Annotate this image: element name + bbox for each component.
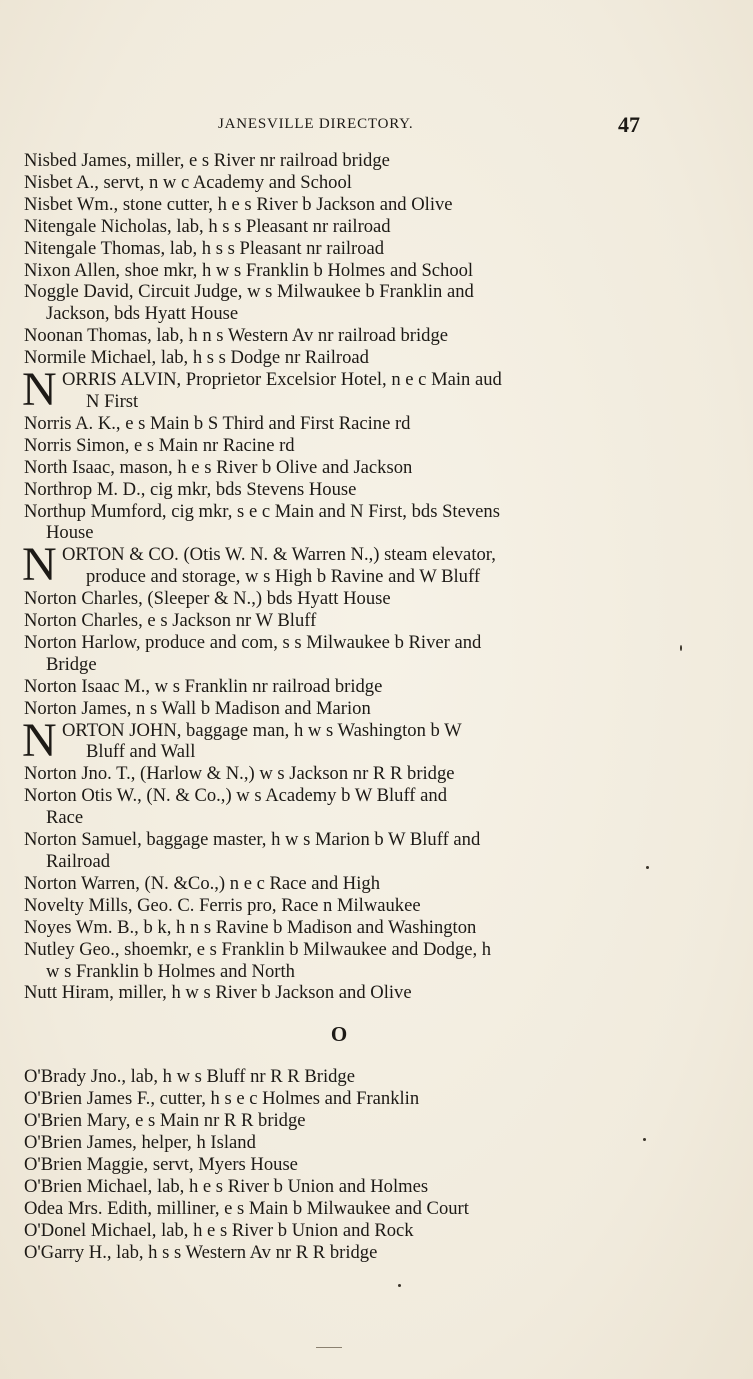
entry-first-line: Norton Warren, (N. &Co.,) n e c Race and High (24, 872, 380, 894)
drop-cap-letter: N (22, 713, 57, 767)
directory-entry (24, 501, 654, 545)
running-head: JANESVILLE DIRECTORY. (218, 116, 414, 132)
directory-entry (24, 1176, 654, 1198)
page-number: 47 (618, 112, 640, 137)
directory-entry (24, 588, 654, 610)
entry-continuation: Bridge (46, 653, 97, 675)
entry-continuation: N First (86, 390, 139, 412)
entry-first-line: Northup Mumford, cig mkr, s e c Main and N First, bds Stevens (24, 500, 500, 522)
entry-first-line: Nitengale Nicholas, lab, h s s Pleasant nr railroad (24, 215, 391, 237)
directory-entry (22, 538, 654, 592)
directory-entry (24, 457, 654, 479)
ink-speck (646, 866, 649, 869)
entry-text (64, 544, 654, 588)
entry-first-line: O'Brien James, helper, h Island (24, 1132, 256, 1154)
entry-first-line: Odea Mrs. Edith, milliner, e s Main b Milwaukee and Court (24, 1197, 469, 1219)
directory-entries (24, 150, 654, 1264)
entry-first-line: O'Brien Maggie, servt, Myers House (24, 1153, 298, 1175)
entry-first-line: O'Garry H., lab, h s s Western Av nr R R bridge (24, 1241, 378, 1263)
entry-first-line: Nixon Allen, shoe mkr, h w s Franklin b Holmes and School (24, 259, 474, 281)
entry-continuation: w s Franklin b Holmes and North (46, 960, 295, 982)
directory-entry (24, 763, 654, 785)
entry-first-line: Norton Isaac M., w s Franklin nr railroad bridge (24, 675, 383, 697)
directory-entry (24, 632, 654, 676)
directory-entry (24, 676, 654, 698)
entry-first-line: O'Brien Mary, e s Main nr R R bridge (24, 1110, 306, 1132)
entry-first-line: Norton Jno. T., (Harlow & N.,) w s Jackson nr R R bridge (24, 763, 455, 785)
entry-first-line: O'Brien James F., cutter, h s e c Holmes and Franklin (24, 1088, 420, 1110)
entry-first-line: Nutt Hiram, miller, h w s River b Jackson and Olive (24, 982, 412, 1004)
entries-n-section (24, 150, 654, 1004)
entry-first-line: O'Brady Jno., lab, h w s Bluff nr R R Bridge (24, 1066, 355, 1088)
directory-entry (24, 1242, 654, 1264)
directory-entry (24, 1110, 654, 1132)
entry-first-line: Nisbet A., servt, n w c Academy and School (24, 171, 352, 193)
entry-continuation: Jackson, bds Hyatt House (46, 303, 239, 325)
entry-first-line: Norton Charles, e s Jackson nr W Bluff (24, 610, 317, 632)
directory-entry (24, 917, 654, 939)
entry-first-line: Norton Otis W., (N. & Co.,) w s Academy b W Bluff and (24, 785, 447, 807)
directory-entry (22, 363, 654, 417)
directory-entry (24, 698, 654, 720)
directory-entry (22, 713, 654, 767)
entry-first-line: Norton Harlow, produce and com, s s Milwaukee b River and (24, 631, 482, 653)
drop-cap-letter: N (22, 363, 57, 417)
entry-text (64, 720, 654, 764)
directory-entry (24, 1154, 654, 1176)
entry-first-line: Noonan Thomas, lab, h n s Western Av nr railroad bridge (24, 325, 449, 347)
entry-first-line: O'Brien Michael, lab, h e s River b Union and Holmes (24, 1175, 429, 1197)
entry-first-line: Normile Michael, lab, h s s Dodge nr Railroad (24, 347, 369, 369)
entry-first-line: North Isaac, mason, h e s River b Olive and Jackson (24, 456, 413, 478)
entry-first-line: ORRIS ALVIN, Proprietor Excelsior Hotel, n e c Main aud (62, 369, 502, 391)
directory-entry (24, 829, 654, 873)
directory-entry (24, 347, 654, 369)
entry-first-line: Novelty Mills, Geo. C. Ferris pro, Race n Milwaukee (24, 894, 421, 916)
entry-first-line: Norris Simon, e s Main nr Racine rd (24, 434, 295, 456)
directory-entry (24, 895, 654, 917)
entry-continuation: Railroad (46, 851, 111, 872)
entry-first-line: Nisbet Wm., stone cutter, h e s River b Jackson and Olive (24, 193, 453, 215)
directory-entry (24, 281, 654, 325)
footer-rule (316, 1347, 342, 1348)
entry-first-line: Northrop M. D., cig mkr, bds Stevens House (24, 478, 357, 500)
page-header (0, 112, 753, 142)
directory-entry (24, 325, 654, 347)
directory-entry (24, 939, 654, 983)
directory-entry (24, 610, 654, 632)
ink-speck (643, 1138, 646, 1141)
entry-first-line: Noyes Wm. B., b k, h n s Ravine b Madison and Washington (24, 916, 477, 938)
directory-entry (24, 413, 654, 435)
ink-speck (680, 645, 682, 651)
entry-first-line: O'Donel Michael, lab, h e s River b Union and Rock (24, 1219, 414, 1241)
directory-entry (24, 1132, 654, 1154)
entry-first-line: Nisbed James, miller, e s River nr railroad bridge (24, 150, 390, 171)
entry-first-line: Nutley Geo., shoemkr, e s Franklin b Milwaukee and Dodge, h (24, 938, 492, 960)
entries-o-section (24, 1066, 654, 1263)
directory-entry (24, 1198, 654, 1220)
entry-first-line: Norton James, n s Wall b Madison and Marion (24, 697, 371, 719)
directory-entry (24, 172, 654, 194)
directory-entry (24, 1088, 654, 1110)
directory-entry (24, 982, 654, 1004)
drop-cap-letter: N (22, 538, 57, 592)
directory-entry (24, 873, 654, 895)
entry-first-line: ORTON & CO. (Otis W. N. & Warren N.,) steam elevator, (62, 544, 496, 566)
directory-entry (24, 238, 654, 260)
ink-speck (398, 1284, 401, 1287)
directory-entry (24, 435, 654, 457)
entry-first-line: Norton Charles, (Sleeper & N.,) bds Hyatt House (24, 588, 391, 610)
directory-entry (24, 785, 654, 829)
entry-continuation: House (46, 522, 94, 544)
entry-first-line: Nitengale Thomas, lab, h s s Pleasant nr railroad (24, 237, 385, 259)
directory-entry (24, 1220, 654, 1242)
directory-entry (24, 150, 654, 172)
directory-entry (24, 260, 654, 282)
entry-continuation: Bluff and Wall (86, 741, 196, 763)
section-letter-heading: O (330, 1022, 348, 1047)
directory-entry (24, 194, 654, 216)
directory-entry (24, 1066, 654, 1088)
entry-first-line: Norris A. K., e s Main b S Third and First Racine rd (24, 412, 411, 434)
entry-first-line: Norton Samuel, baggage master, h w s Marion b W Bluff and (24, 829, 481, 851)
entry-continuation: Race (46, 807, 84, 829)
directory-entry (24, 479, 654, 501)
directory-entry (24, 216, 654, 238)
entry-first-line: Noggle David, Circuit Judge, w s Milwaukee b Franklin and (24, 281, 474, 303)
entry-text (64, 369, 654, 413)
entry-first-line: ORTON JOHN, baggage man, h w s Washington b W (62, 719, 462, 741)
entry-continuation: produce and storage, w s High b Ravine and W Bluff (86, 566, 481, 588)
